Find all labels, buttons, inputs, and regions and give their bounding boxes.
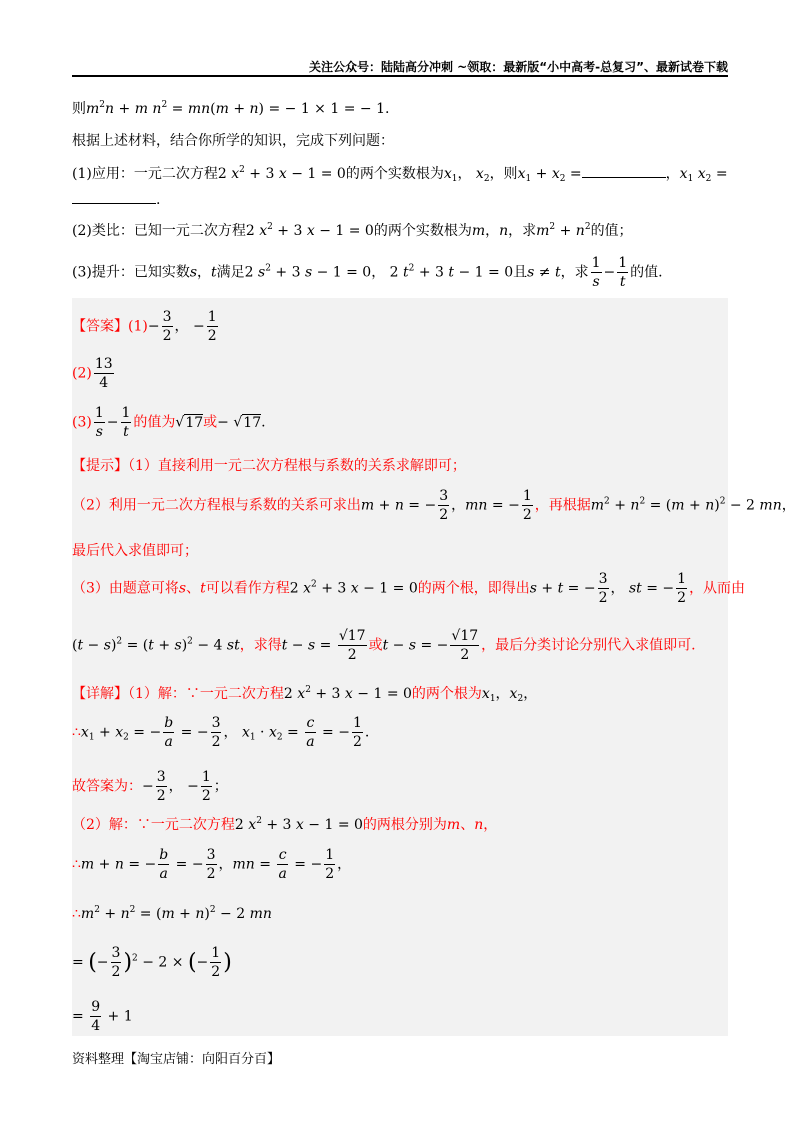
detail-line-2: $\therefore x_1 + x_2$ = − $\frac{b}{a}$ = − $\frac{3}{2}$ ， $x_1 \cdot x_2$ = $\frac{c}{a}$ = − $\frac{1}{2}$ . <box>72 715 370 750</box>
question-3: (3)提升：已知实数s，t满足2 $s^2 + 3$ s − 1 = 0， 2 $t^2 + 3$ t − 1 = 0且s ≠ t，求 $\frac{1}{s}$ − $\frac{1}{t}$ 的值. <box>72 255 663 290</box>
answer-2: (2) $\frac{13}{4}$ <box>72 356 113 391</box>
page-header: 关注公众号：陆陆高分冲刺 ~领取：最新版“小中高考-总复习”、最新试卷下载 <box>309 60 728 74</box>
detail-tag: 【详解】 <box>72 686 128 702</box>
answer-blank-1[interactable] <box>582 177 666 178</box>
detail-line-3: 故答案为：− $\frac{3}{2}$ ， − $\frac{1}{2}$ ； <box>72 769 228 804</box>
answer-3: (3) $\frac{1}{s}$ − $\frac{1}{t}$ 的值为√17或− √17. <box>72 405 266 440</box>
detail-line-6: $\therefore m^2 + n^2 = (m + n)^2 - 2$ mn <box>72 905 272 922</box>
hint-line-4: （3）由题意可将s、t可以看作方程2 $x^2 + 3$ x − 1 = 0的两个根，即得出s + t = − $\frac{3}{2}$ ， st = − $\frac{1}{2}$ ，从而由 <box>72 571 746 606</box>
question-1-line-2: . <box>72 192 160 208</box>
hint-line-3: 最后代入求值即可； <box>72 543 198 559</box>
intro-line-1: 则$m^2n + m$ $n^2 = mn(m + n)$ = − 1 × 1 = − 1. <box>72 100 390 117</box>
detail-line-7: = (− $\frac{3}{2}$ )$^2$ − 2 × (− $\frac{1}{2}$ ) <box>72 945 232 980</box>
question-2: (2)类比：已知一元二次方程2 $x^2 + 3$ x − 1 = 0的两个实数根为m，n，求$m^2 + n^2$的值； <box>72 222 633 239</box>
question-1: (1)应用：一元二次方程2 $x^2 + 3$ x − 1 = 0的两个实数根为$x_1$， $x_2$，则$x_1 + x_2$ = ，$x_1$ $x_2$ = <box>72 165 728 184</box>
hint-line-2: （2）利用一元二次方程根与系数的关系可求出m + n = − $\frac{3}{2}$ ，mn = − $\frac{1}{2}$ ，再根据$m^2 + n^2 = (m + n)^2 - 2$ mn， <box>72 488 796 523</box>
intro-prefix: 则 <box>72 101 86 117</box>
page-footer: 资料整理【淘宝店铺：向阳百分百】 <box>72 1052 281 1067</box>
detail-line-5: ∴m + n = − $\frac{b}{a}$ = − $\frac{3}{2}$ ，mn = $\frac{c}{a}$ = − $\frac{1}{2}$ ， <box>72 847 352 882</box>
answer-tag: 【答案】 <box>72 318 128 335</box>
detail-line-8: = $\frac{9}{4}$ + 1 <box>72 999 133 1034</box>
hint-line-5: $(t - s)^2 = (t + s)^2 - 4$ st，求得t − s = $\frac{√17}{2}$ 或t − s = − $\frac{√17}{2}$ ，最后分类讨论分别代入求值即可. <box>72 628 696 663</box>
header-rule <box>72 75 728 77</box>
detail-line-1: 【详解】（1）解：∵一元二次方程2 $x^2 + 3$ x − 1 = 0的两个根为$x_1$，$x_2$， <box>72 685 538 704</box>
answer-1: 【答案】(1)− $\frac{3}{2}$ ， − $\frac{1}{2}$ <box>72 309 217 344</box>
answer-blank-2[interactable] <box>72 203 156 204</box>
hint-tag: 【提示】 <box>72 458 128 474</box>
intro-line-2: 根据上述材料，结合你所学的知识，完成下列问题： <box>72 133 394 149</box>
hint-line-1: 【提示】（1）直接利用一元二次方程根与系数的关系求解即可； <box>72 458 466 474</box>
detail-line-4: （2）解：∵一元二次方程2 $x^2 + 3$ x − 1 = 0的两根分别为m、n， <box>72 816 498 833</box>
